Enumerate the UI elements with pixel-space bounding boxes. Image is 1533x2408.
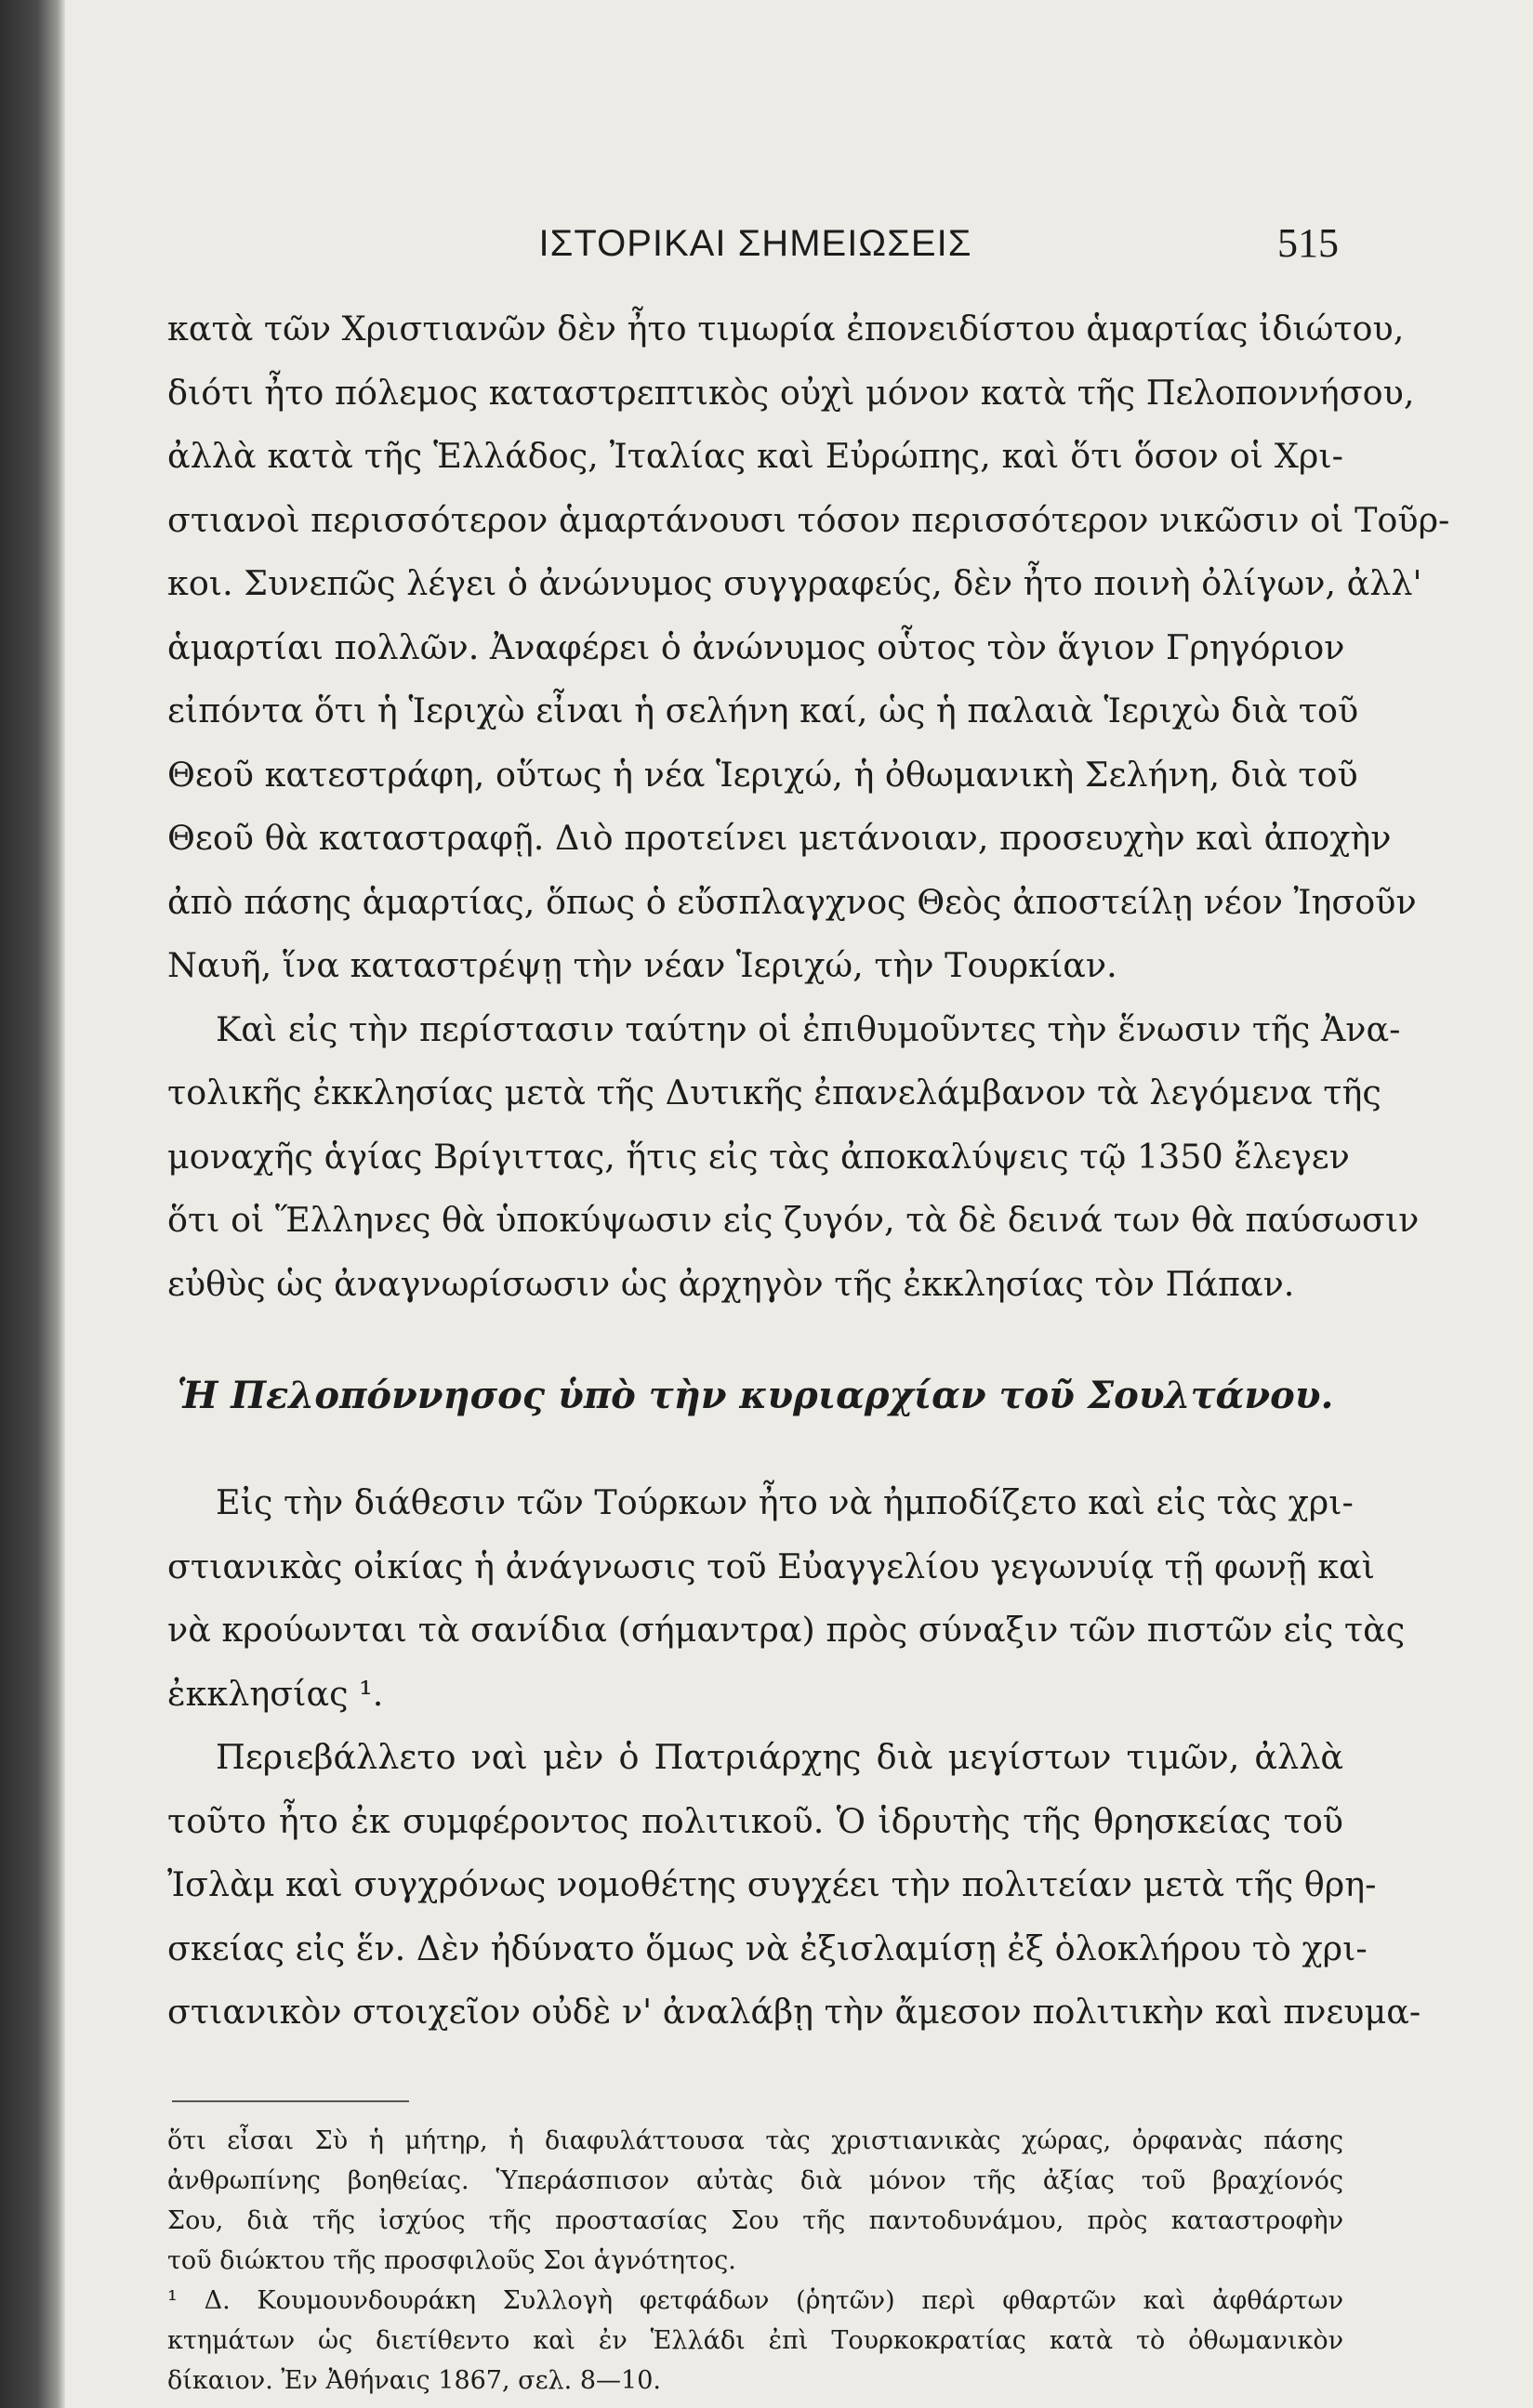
footnote-line: Σου, διὰ τῆς ἰσχύος τῆς προστασίας Σου τῆς παντοδυνάμου, πρὸς καταστροφὴν <box>167 2205 1343 2235</box>
text-line: τολικῆς ἐκκλησίας μετὰ τῆς Δυτικῆς ἐπανελάμβανον τὰ λεγόμενα τῆς <box>167 1072 1381 1112</box>
text-line: Περιεβάλλετο ναὶ μὲν ὁ Πατριάρχης διὰ μεγίστων τιμῶν, ἀλλὰ <box>216 1737 1343 1777</box>
text-line: Ἰσλὰμ καὶ συγχρόνως νομοθέτης συγχέει τὴν πολιτείαν μετὰ τῆς θρη- <box>167 1864 1377 1904</box>
text-line: ἀλλὰ κατὰ τῆς Ἑλλάδος, Ἰταλίας καὶ Εὐρώπης, καὶ ὅτι ὅσον οἱ Χρι- <box>167 436 1343 476</box>
footnotes <box>167 2121 1343 2401</box>
text-line: Θεοῦ κατεστράφη, οὕτως ἡ νέα Ἱεριχώ, ἡ ὀθωμανικὴ Σελήνη, διὰ τοῦ <box>167 754 1358 795</box>
text-line: τοῦτο ἦτο ἐκ συμφέροντος πολιτικοῦ. Ὁ ἱδρυτὴς τῆς θρησκείας τοῦ <box>167 1800 1343 1841</box>
text-line: σκείας εἰς ἕν. Δὲν ἠδύνατο ὅμως νὰ ἐξισλαμίσῃ ἐξ ὁλοκλήρου τὸ χρι- <box>167 1928 1368 1968</box>
text-line: Ναυῆ, ἵνα καταστρέψῃ τὴν νέαν Ἱεριχώ, τὴν Τουρκίαν. <box>167 945 1117 985</box>
paragraph-2 <box>167 998 1420 1317</box>
text-line: νὰ κρούωνται τὰ σανίδια (σήμαντρα) πρὸς σύναξιν τῶν πιστῶν εἰς τὰς <box>167 1610 1406 1650</box>
text-line: στιανικὸν στοιχεῖον οὐδὲ ν' ἀναλάβῃ τὴν ἄμεσον πολιτικὴν καὶ πνευμα- <box>167 1992 1421 2032</box>
book-page <box>167 214 1450 2401</box>
text-line: ἁμαρτίαι πολλῶν. Ἀναφέρει ὁ ἀνώνυμος οὗτος τὸν ἅγιον Γρηγόριον <box>167 626 1345 667</box>
text-line: εὐθὺς ὡς ἀναγνωρίσωσιν ὡς ἀρχηγὸν τῆς ἐκκλησίας τὸν Πάπαν. <box>167 1263 1295 1304</box>
text-line: διότι ἦτο πόλεμος καταστρεπτικὸς οὐχὶ μόνον κατὰ τῆς Πελοποννήσου, <box>167 372 1415 413</box>
text-line: Εἰς τὴν διάθεσιν τῶν Τούρκων ἦτο νὰ ἠμποδίζετο καὶ εἰς τὰς χρι- <box>216 1482 1354 1522</box>
paragraph-3 <box>167 1471 1406 1726</box>
footnote-line: κτημάτων ὡς διετίθεντο καὶ ἐν Ἑλλάδι ἐπὶ Τουρκοκρατίας κατὰ τὸ ὀθωμανικὸν <box>167 2325 1343 2355</box>
footnote-divider <box>172 2100 409 2102</box>
text-line: μοναχῆς ἁγίας Βρίγιττας, ἥτις εἰς τὰς ἀποκαλύψεις τῷ 1350 ἔλεγεν <box>167 1136 1350 1177</box>
footnote-line: τοῦ διώκτου τῆς προσφιλοῦς Σοι ἁγνότητος. <box>167 2245 736 2275</box>
running-head <box>167 214 1343 279</box>
text-line: στιανικὰς οἰκίας ἡ ἀνάγνωσις τοῦ Εὐαγγελίου γεγωνυίᾳ τῇ φωνῇ καὶ <box>167 1546 1376 1586</box>
running-title: ΙΣΤΟΡΙΚΑΙ ΣΗΜΕΙΩΣΕΙΣ <box>538 223 972 264</box>
paragraph-1 <box>167 297 1450 998</box>
text-line: ὅτι οἱ Ἕλληνες θὰ ὑποκύψωσιν εἰς ζυγόν, τὰ δὲ δεινά των θὰ παύσωσιν <box>167 1200 1420 1240</box>
text-line: ἀπὸ πάσης ἁμαρτίας, ὅπως ὁ εὔσπλαγχνος Θεὸς ἀποστείλῃ νέον Ἰησοῦν <box>167 881 1417 922</box>
text-line: ἐκκλησίας ¹. <box>167 1673 384 1714</box>
book-binding-shadow <box>0 0 65 2408</box>
footnote-line: ἀνθρωπίνης βοηθείας. Ὑπεράσπισον αὐτὰς διὰ μόνον τῆς ἀξίας τοῦ βραχίονός <box>167 2165 1343 2195</box>
paragraph-4 <box>167 1726 1421 2045</box>
text-line: κοι. Συνεπῶς λέγει ὁ ἀνώνυμος συγγραφεύς, δὲν ἦτο ποινὴ ὀλίγων, ἀλλ' <box>167 563 1422 603</box>
text-line: Καὶ εἰς τὴν περίστασιν ταύτην οἱ ἐπιθυμοῦντες τὴν ἕνωσιν τῆς Ἀνα- <box>216 1008 1401 1049</box>
footnote-line: δίκαιον. Ἐν Ἀθήναις 1867, σελ. 8—10. <box>167 2365 661 2395</box>
footnote-line: ὅτι εἶσαι Σὺ ἡ μήτηρ, ἡ διαφυλάττουσα τὰς χριστιανικὰς χώρας, ὀρφανὰς πάσης <box>167 2125 1343 2155</box>
text-line: εἰπόντα ὅτι ἡ Ἱεριχὼ εἶναι ἡ σελήνη καί, ὡς ἡ παλαιὰ Ἱεριχὼ διὰ τοῦ <box>167 691 1359 730</box>
text-line: στιανοὶ περισσότερον ἁμαρτάνουσι τόσον περισσότερον νικῶσιν οἱ Τοῦρ- <box>167 499 1450 540</box>
page-number: 515 <box>1277 220 1339 266</box>
section-heading: Ἡ Πελοπόννησος ὑπὸ τὴν κυριαρχίαν τοῦ Σουλτάνου. <box>177 1374 1334 1417</box>
text-line: κατὰ τῶν Χριστιανῶν δὲν ἦτο τιμωρία ἐπονειδίστου ἁμαρτίας ἰδιώτου, <box>167 309 1405 349</box>
footnote-line: ¹ Δ. Κουμουνδουράκη Συλλογὴ φετφάδων (ῥητῶν) περὶ φθαρτῶν καὶ ἀφθάρτων <box>167 2285 1343 2315</box>
text-line: Θεοῦ θὰ καταστραφῇ. Διὸ προτείνει μετάνοιαν, προσευχὴν καὶ ἀποχὴν <box>167 818 1392 858</box>
